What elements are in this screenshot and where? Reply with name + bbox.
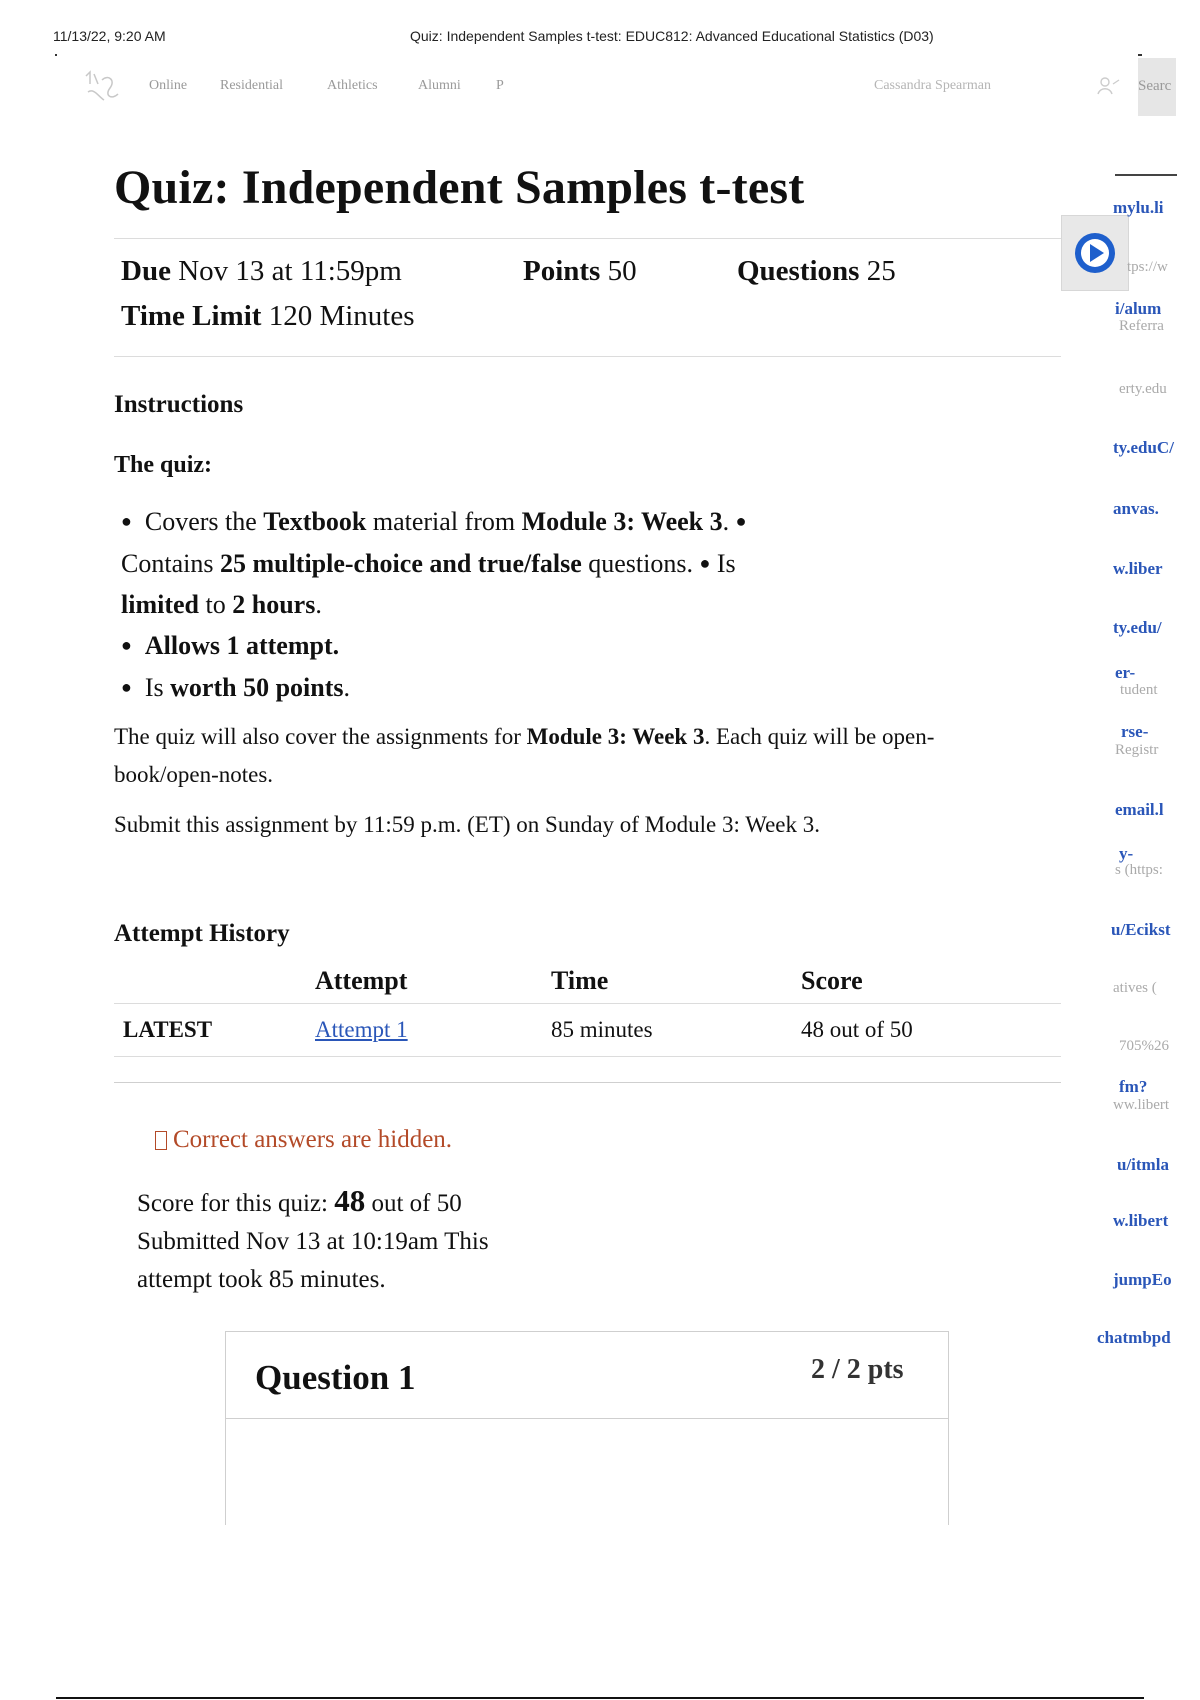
column-attempt: Attempt bbox=[315, 965, 408, 995]
bullet-line-1: ● Covers the Textbook material from Module 3: Week 3. ● bbox=[121, 507, 747, 536]
sidebar-link[interactable]: i/alum bbox=[1115, 299, 1162, 318]
column-time: Time bbox=[551, 965, 609, 995]
sidebar-text: 705%26 bbox=[1119, 1038, 1169, 1054]
question-1-points: 2 / 2 pts bbox=[811, 1354, 904, 1385]
sidebar-text: tps://w bbox=[1127, 259, 1168, 275]
sidebar-link[interactable]: er- bbox=[1115, 663, 1136, 682]
attempt-link-cell bbox=[315, 1004, 551, 1057]
sidebar-link[interactable]: chatmbpd bbox=[1097, 1328, 1171, 1347]
sidebar-link[interactable]: y- bbox=[1119, 844, 1134, 863]
sidebar-text: tudent bbox=[1120, 682, 1158, 698]
points-label: Points bbox=[523, 255, 601, 287]
nav-alumni[interactable]: Alumni bbox=[418, 78, 461, 93]
print-timestamp: 11/13/22, 9:20 AM bbox=[53, 28, 166, 44]
sidebar-text: Referra bbox=[1119, 318, 1164, 334]
print-page-title: Quiz: Independent Samples t-test: EDUC812: Advanced Educational Statistics (D03) bbox=[410, 28, 934, 44]
time-limit bbox=[121, 300, 415, 333]
due-value: Nov 13 at 11:59pm bbox=[178, 255, 402, 287]
nav-online[interactable]: Online bbox=[149, 78, 188, 93]
points bbox=[523, 255, 637, 288]
sidebar-text: Registr bbox=[1115, 742, 1159, 758]
sidebar-text: erty.edu bbox=[1119, 381, 1167, 397]
nav-residential[interactable]: Residential bbox=[220, 78, 283, 93]
table-row bbox=[114, 1004, 1061, 1057]
sidebar-link[interactable]: w.libert bbox=[1113, 1211, 1169, 1230]
due-label: Due bbox=[121, 255, 171, 287]
sidebar-link[interactable]: mylu.li bbox=[1113, 198, 1164, 217]
bullet-line-2: Contains 25 multiple-choice and true/false questions. ● Is bbox=[121, 549, 736, 578]
questions-count bbox=[737, 255, 896, 288]
page-title: Quiz: Independent Samples t-test bbox=[114, 161, 805, 214]
title-divider bbox=[114, 238, 1061, 239]
instructions-heading: Instructions bbox=[114, 391, 244, 418]
print-mark bbox=[55, 54, 57, 56]
bullet-line-4: ● Allows 1 attempt. bbox=[121, 631, 340, 660]
user-avatar-icon[interactable] bbox=[1097, 76, 1121, 101]
bullet-line-5: ● Is worth 50 points. bbox=[121, 673, 351, 702]
answers-hidden-notice bbox=[155, 1126, 452, 1154]
attempt-time: 85 minutes bbox=[551, 1017, 653, 1042]
meta-divider bbox=[114, 356, 1061, 357]
sidebar-link[interactable]: u/Ecikst bbox=[1111, 920, 1171, 939]
bullet-line-3: limited to 2 hours. bbox=[121, 590, 322, 619]
print-mark bbox=[1138, 54, 1142, 56]
warning-icon bbox=[155, 1131, 167, 1150]
question-1-header bbox=[226, 1332, 948, 1419]
attempt-history-header bbox=[114, 958, 1061, 1004]
sidebar-link[interactable]: ty.edu/ bbox=[1113, 618, 1162, 637]
sidebar-link[interactable]: u/itmla bbox=[1117, 1155, 1169, 1174]
sidebar-link[interactable]: fm? bbox=[1119, 1077, 1148, 1096]
university-logo-icon[interactable] bbox=[82, 70, 122, 106]
sidebar-link[interactable]: rse- bbox=[1121, 722, 1149, 741]
nav-p[interactable]: P bbox=[496, 78, 504, 93]
instructions-bullets bbox=[121, 502, 821, 710]
time-limit-label: Time Limit bbox=[121, 300, 262, 332]
instructions-subheading: The quiz: bbox=[114, 452, 213, 478]
sidebar-top-rule bbox=[1115, 174, 1177, 176]
question-1-card bbox=[225, 1331, 949, 1525]
question-1-title: Question 1 bbox=[255, 1358, 416, 1397]
search-button-label: Searc bbox=[1138, 78, 1172, 94]
play-icon bbox=[1075, 233, 1115, 273]
submitted-line: Submitted Nov 13 at 10:19am This bbox=[137, 1228, 489, 1255]
bottom-rule bbox=[56, 1697, 1144, 1699]
sidebar-link[interactable]: ty.eduC/ bbox=[1113, 438, 1174, 457]
column-score: Score bbox=[801, 965, 863, 995]
sidebar-link[interactable]: anvas. bbox=[1113, 499, 1159, 518]
attempt-1-link[interactable]: Attempt 1 bbox=[315, 1017, 408, 1042]
attempt-history-table bbox=[114, 958, 1061, 1057]
attempt-duration-line: attempt took 85 minutes. bbox=[137, 1266, 386, 1293]
questions-value: 25 bbox=[866, 255, 896, 287]
instructions-paragraph-2: Submit this assignment by 11:59 p.m. (ET) on Sunday of Module 3: Week 3. bbox=[114, 812, 820, 837]
questions-label: Questions bbox=[737, 255, 860, 287]
search-button[interactable] bbox=[1138, 58, 1176, 116]
time-limit-value: 120 Minutes bbox=[268, 300, 415, 332]
history-divider bbox=[114, 1082, 1061, 1083]
sidebar-link[interactable]: jumpEo bbox=[1113, 1270, 1172, 1289]
sidebar-link[interactable]: w.liber bbox=[1113, 559, 1163, 578]
score-line: Score for this quiz: 48 out of 50 bbox=[137, 1183, 462, 1218]
sidebar-text: ww.libert bbox=[1113, 1097, 1170, 1113]
score-summary bbox=[137, 1182, 489, 1299]
due-date bbox=[121, 255, 402, 288]
row-label: LATEST bbox=[123, 1017, 213, 1042]
nav-athletics[interactable]: Athletics bbox=[327, 78, 378, 93]
sidebar-link[interactable]: email.l bbox=[1115, 800, 1164, 819]
user-name[interactable]: Cassandra Spearman bbox=[874, 78, 992, 93]
instructions-paragraph-1: The quiz will also cover the assignments for Module 3: Week 3. Each quiz will be open- book/open-notes. bbox=[114, 724, 935, 787]
answers-hidden-text: Correct answers are hidden. bbox=[173, 1126, 453, 1153]
sidebar-text: atives ( bbox=[1113, 980, 1157, 996]
sidebar-text: s (https: bbox=[1115, 862, 1163, 878]
points-value: 50 bbox=[607, 255, 637, 287]
attempt-score: 48 out of 50 bbox=[801, 1017, 913, 1042]
score-value: 48 bbox=[334, 1183, 366, 1218]
attempt-history-heading: Attempt History bbox=[114, 920, 290, 947]
media-play-button[interactable] bbox=[1061, 215, 1129, 291]
